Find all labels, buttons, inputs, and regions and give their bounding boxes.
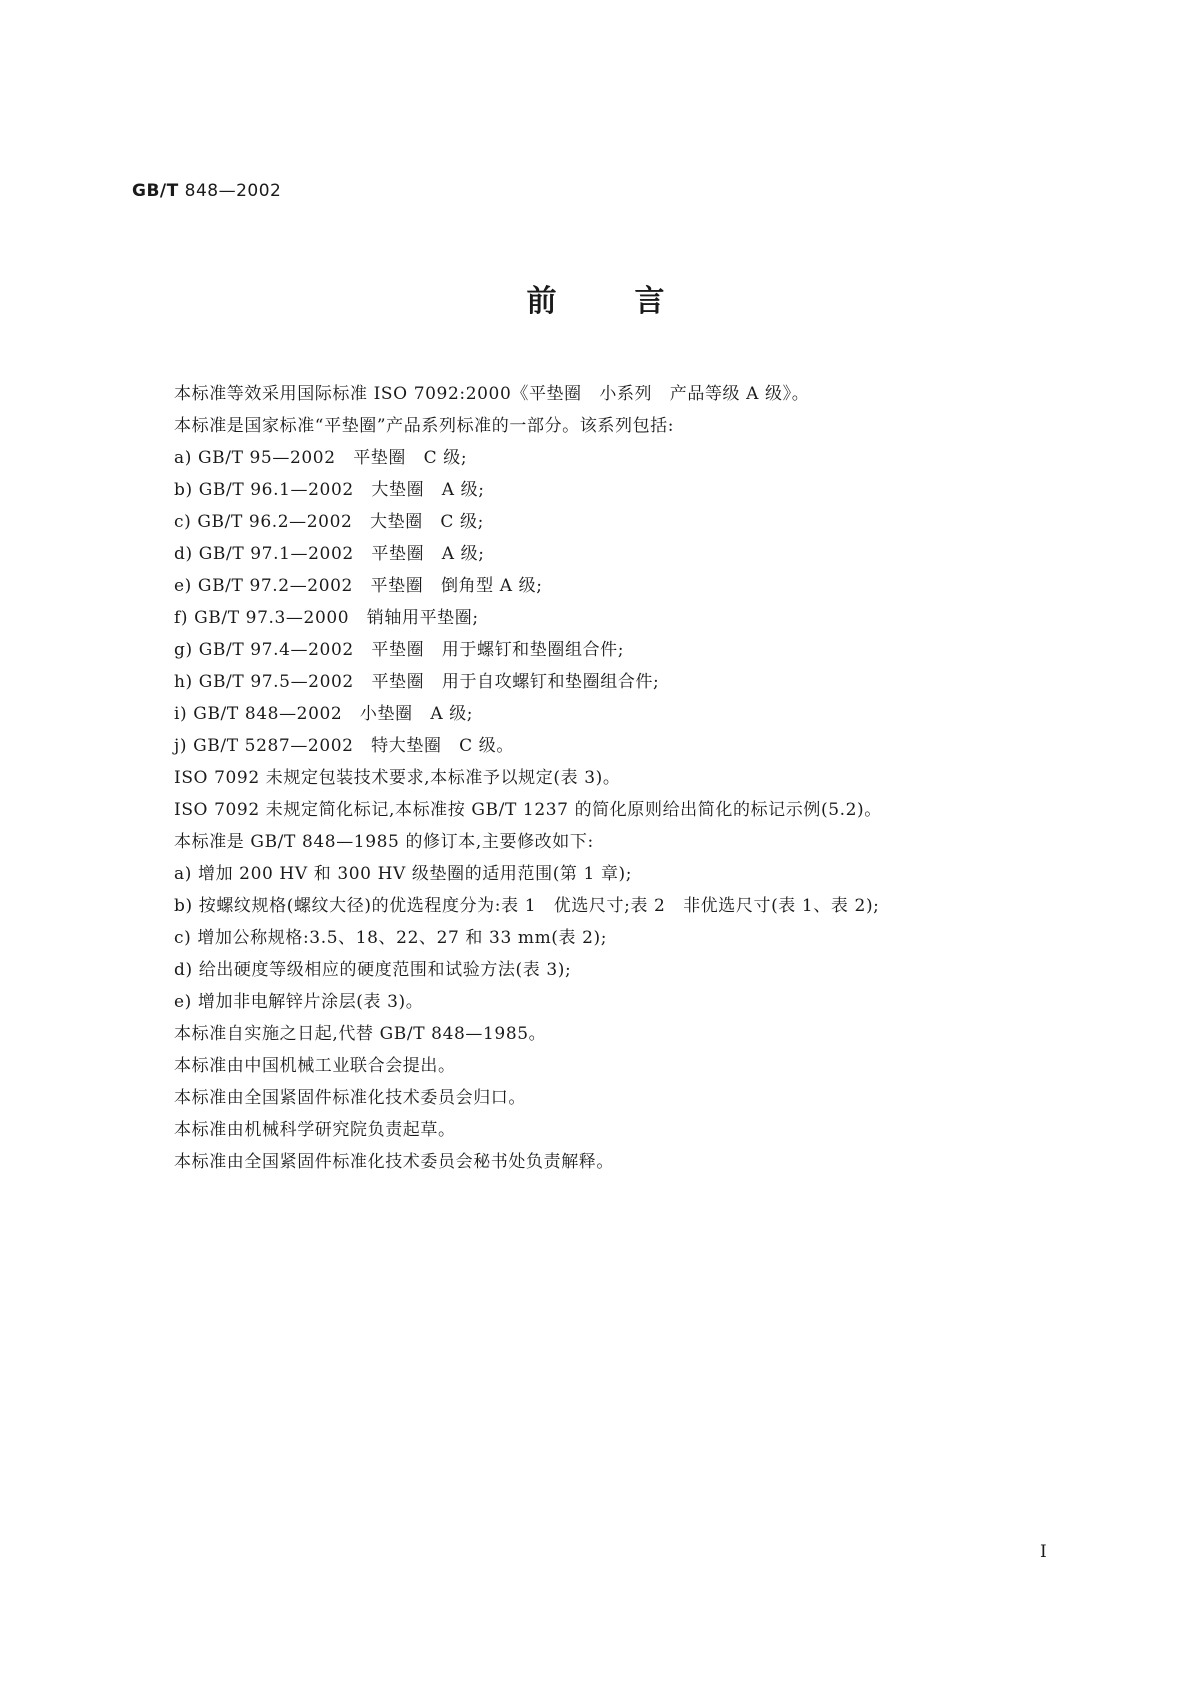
page-number: I [1040,1542,1047,1562]
body-line: 本标准等效采用国际标准 ISO 7092:2000《平垫圈 小系列 产品等级 A 级》。 [174,384,810,404]
body-line: f) GB/T 97.3—2000 销轴用平垫圈; [174,608,479,628]
body-line: a) GB/T 95—2002 平垫圈 C 级; [174,448,468,468]
body-line: 本标准是国家标准“平垫圈”产品系列标准的一部分。该系列包括: [174,416,675,436]
body-line: c) GB/T 96.2—2002 大垫圈 C 级; [174,512,484,532]
body-line: 本标准由全国紧固件标准化技术委员会秘书处负责解释。 [174,1152,614,1172]
body-line: e) GB/T 97.2—2002 平垫圈 倒角型 A 级; [174,576,543,596]
body-line: g) GB/T 97.4—2002 平垫圈 用于螺钉和垫圈组合件; [174,640,625,660]
standard-code-number: 848—2002 [184,181,282,201]
body-line: a) 增加 200 HV 和 300 HV 级垫圈的适用范围(第 1 章); [174,864,633,884]
body-line: c) 增加公称规格:3.5、18、22、27 和 33 mm(表 2); [174,928,608,948]
body-line: d) GB/T 97.1—2002 平垫圈 A 级; [174,544,485,564]
body-line: e) 增加非电解锌片涂层(表 3)。 [174,992,424,1012]
body-line: 本标准由中国机械工业联合会提出。 [174,1056,456,1076]
standard-code [132,181,281,201]
body-line: ISO 7092 未规定简化标记,本标准按 GB/T 1237 的简化原则给出简化的标记示例(5.2)。 [174,800,882,820]
body-line: 本标准自实施之日起,代替 GB/T 848—1985。 [174,1024,547,1044]
body-line: 本标准由机械科学研究院负责起草。 [174,1120,456,1140]
standard-code-prefix: GB/T [132,181,179,201]
foreword-body [174,378,1074,1178]
body-line: j) GB/T 5287—2002 特大垫圈 C 级。 [174,736,514,756]
body-line: b) 按螺纹规格(螺纹大径)的优选程度分为:表 1 优选尺寸;表 2 非优选尺寸(表 1、表 2); [174,896,880,916]
body-line: d) 给出硬度等级相应的硬度范围和试验方法(表 3); [174,960,572,980]
body-line: h) GB/T 97.5—2002 平垫圈 用于自攻螺钉和垫圈组合件; [174,672,660,692]
page-title: 前言 [526,284,743,319]
body-line: b) GB/T 96.1—2002 大垫圈 A 级; [174,480,485,500]
body-line: ISO 7092 未规定包装技术要求,本标准予以规定(表 3)。 [174,768,621,788]
body-line: 本标准是 GB/T 848—1985 的修订本,主要修改如下: [174,832,594,852]
body-line: 本标准由全国紧固件标准化技术委员会归口。 [174,1088,526,1108]
body-line: i) GB/T 848—2002 小垫圈 A 级; [174,704,474,724]
